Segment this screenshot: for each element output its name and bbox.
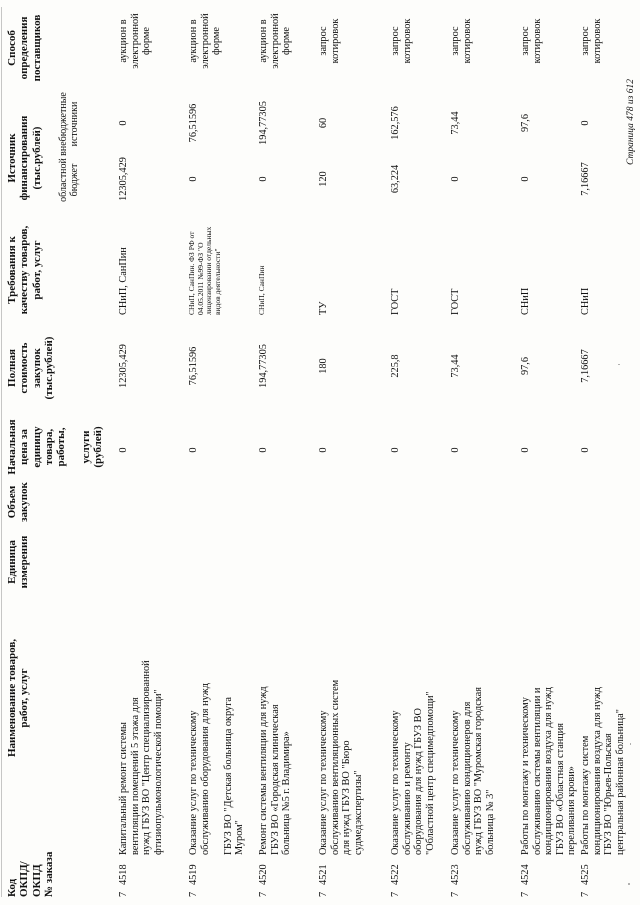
scan-speck xyxy=(618,364,620,365)
row-requirements: СНиП xyxy=(520,287,531,315)
row-code: 7 xyxy=(450,891,461,897)
row-extra: 0 xyxy=(118,120,129,126)
row-order: 4518 xyxy=(118,864,129,885)
header-code: Код ОКПД/ ОКПД № заказа xyxy=(6,851,55,897)
row-start-price: 0 xyxy=(118,447,129,453)
row-order: 4523 xyxy=(450,864,461,885)
row-extra: 194,77305 xyxy=(258,101,269,145)
row-regional: 0 xyxy=(188,176,199,182)
row-code: 7 xyxy=(520,891,531,897)
row-order: 4522 xyxy=(390,864,401,885)
row-method: запрос котировок xyxy=(390,18,413,64)
row-requirements: СНиП, СанПин. ФЗ РФ от 04.05.2011 №99-ФЗ "О лицензировании отдельных видов деятельности" xyxy=(187,226,222,315)
row-name: Оказание услуг по техническому обслуживанию и ремонту оборудования для нужд ГБУЗ ВО "Областной центр специмедпомощи" xyxy=(390,691,436,855)
row-total-cost: 73,44 xyxy=(450,354,461,378)
row-total-cost: 7,16667 xyxy=(580,349,591,383)
row-code: 7 xyxy=(580,891,591,897)
row-requirements: ГОСТ xyxy=(450,288,461,315)
row-extra: 97,6 xyxy=(520,113,531,133)
row-method: запрос котировок xyxy=(520,18,543,64)
row-regional: 0 xyxy=(450,176,461,182)
row-extra: 76,51596 xyxy=(188,103,199,143)
row-order: 4524 xyxy=(520,864,531,885)
row-total-cost: 194,77305 xyxy=(258,344,269,388)
header-funding-extra: внебюджетные источники xyxy=(58,92,81,156)
row-extra: 60 xyxy=(318,117,329,129)
row-method: запрос котировок xyxy=(580,18,603,64)
row-total-cost: 225,8 xyxy=(390,354,401,378)
row-regional: 120 xyxy=(318,171,329,187)
header-total-cost: Полная стоимость закупок (тыс.рублей) xyxy=(6,336,55,400)
row-start-price: 0 xyxy=(318,447,329,453)
header-requirements: Требования к качеству товаров, работ, услуг xyxy=(6,225,43,315)
row-requirements: ГОСТ xyxy=(390,288,401,315)
row-name: Работы по монтажу систем кондиционирования воздуха для нужд ГБУЗ ВО "Юрьев-Польская центральная районная больница" xyxy=(580,687,626,855)
page-footer: Страница 478 из 612 xyxy=(626,79,636,165)
row-name: Ремонт системы вентиляции для нужд ГБУЗ ВО «Городская клиническая больница №5 г. Владимира» xyxy=(258,686,293,855)
row-name: Работы по монтажу и техническому обслуживанию системы вентиляции и кондиционирования воздуха для нужд ГБУЗ ВО «Областная станция переливания крови» xyxy=(520,687,578,855)
row-regional: 63,224 xyxy=(390,164,401,194)
row-name: Оказание услуг по техническому обслуживанию вентиляционных систем для нужд ГБУЗ ВО "Бюро судмедэкспертизы" xyxy=(318,679,364,855)
row-order: 4525 xyxy=(580,864,591,885)
row-total-cost: 97,6 xyxy=(520,356,531,376)
row-code: 7 xyxy=(258,891,269,897)
header-funding: Источник финансирования (тыс.рублей) xyxy=(6,115,43,201)
row-regional: 7,16667 xyxy=(580,162,591,196)
row-start-price: 0 xyxy=(580,447,591,453)
row-name: Оказание услуг по техническому обслуживанию оборудования для нужд ГБУЗ ВО "Детская больница округа Муром" xyxy=(188,683,246,855)
row-extra: 73,44 xyxy=(450,111,461,135)
row-start-price: 0 xyxy=(188,447,199,453)
row-regional: 0 xyxy=(258,176,269,182)
row-method: запрос котировок xyxy=(450,18,473,64)
row-requirements: СНиП, СанПин xyxy=(257,265,266,315)
row-regional: 0 xyxy=(520,176,531,182)
header-start-price: Начальная цена за единицу товара, работы, услуги (рублей) xyxy=(6,419,105,475)
row-total-cost: 12305,429 xyxy=(118,344,129,388)
row-name: Оказание услуг по техническому обслуживанию кондиционеров для нужд ГБУЗ ВО "Муромская городская больница № 3" xyxy=(450,687,496,855)
row-requirements: ТУ xyxy=(318,301,329,315)
header-method: Способ определения поставщиков xyxy=(6,14,43,82)
row-extra: 0 xyxy=(580,120,591,126)
scan-speck xyxy=(628,883,630,885)
row-method: аукцион в электронной форме xyxy=(118,13,153,69)
row-start-price: 0 xyxy=(450,447,461,453)
row-total-cost: 180 xyxy=(318,358,329,374)
row-order: 4519 xyxy=(188,864,199,885)
row-order: 4520 xyxy=(258,864,269,885)
scan-speck xyxy=(630,743,631,745)
row-code: 7 xyxy=(390,891,401,897)
row-code: 7 xyxy=(318,891,329,897)
row-requirements: СНиП, СанПин xyxy=(118,247,129,315)
row-order: 4521 xyxy=(318,864,329,885)
row-method: запрос котировок xyxy=(318,18,341,64)
header-volume: Объем закупок xyxy=(6,482,31,522)
header-name: Наименование товаров, работ, услуг xyxy=(6,638,31,758)
row-name: Капитальный ремонт системы вентиляции помещений 5 этажа для нужд ГБУЗ ВО "Центр специализированной фтизиопульмонологической помощи" xyxy=(118,660,164,855)
row-start-price: 0 xyxy=(520,447,531,453)
header-unit: Единица измерения xyxy=(6,535,31,589)
row-code: 7 xyxy=(118,891,129,897)
row-total-cost: 76,51596 xyxy=(188,346,199,386)
row-code: 7 xyxy=(188,891,199,897)
row-extra: 162,576 xyxy=(390,106,401,140)
row-regional: 12305,429 xyxy=(118,157,129,201)
row-start-price: 0 xyxy=(390,447,401,453)
row-method: аукцион в электронной форме xyxy=(188,13,223,69)
row-method: аукцион в электронной форме xyxy=(258,13,293,69)
row-start-price: 0 xyxy=(258,447,269,453)
row-requirements: СНиП xyxy=(580,287,591,315)
header-funding-regional: областной бюджет xyxy=(58,158,81,202)
